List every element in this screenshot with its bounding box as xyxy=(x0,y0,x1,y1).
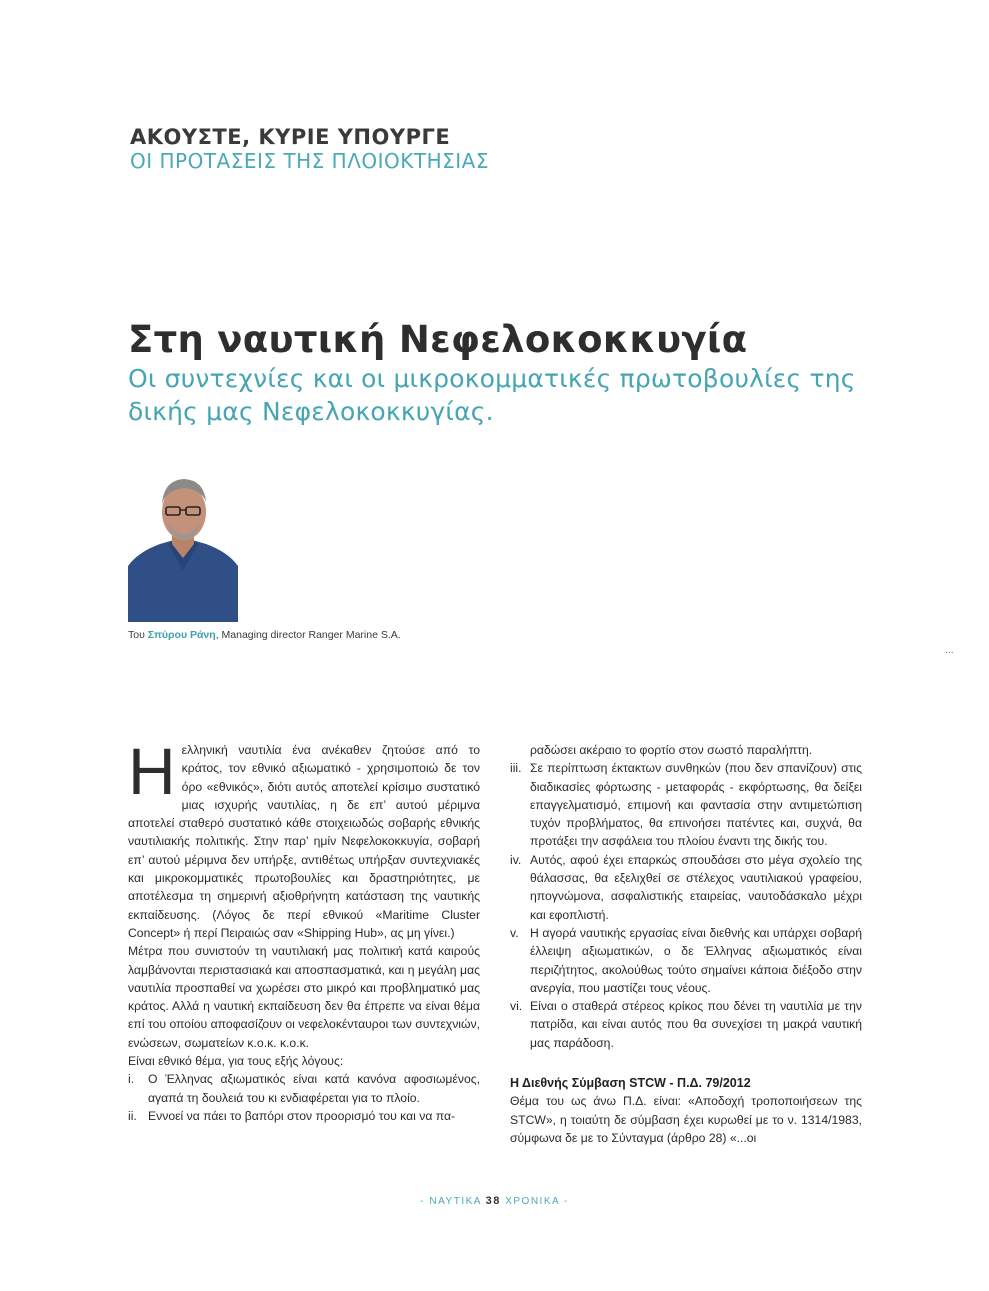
section-title: ΑΚΟΥΣΤΕ, ΚΥΡΙΕ ΥΠΟΥΡΓΕ xyxy=(130,125,451,149)
list-number: iii. xyxy=(510,761,522,776)
paragraph: Μέτρα που συνιστούν τη ναυτιλιακή μας πολιτική κατά καιρούς λαμβάνονται περιστασιακά και αποσπασματικά, και η μεγάλη μας ναυτιλία προσπαθεί να χωρέσει στο μικρό και προβληματικό μας κράτος. Αλλά η ναυτική εκπαίδευση δεν θα έπρεπε να είναι θέμα επί του οποίου αποφασίζουν οι νεφελοκένταυροι των συντεχνιών, ενώσεων, σωματείων κ.ο.κ. κ.ο.κ. xyxy=(128,944,480,1050)
reasons-list xyxy=(128,1070,480,1125)
section-header xyxy=(130,124,830,172)
list-number: v. xyxy=(510,925,519,940)
list-text: Η αγορά ναυτικής εργασίας είναι διεθνής και υπάρχει σοβαρή έλλειψη αξιωματικών, ο δε Έλληνας αξιωματικός είναι περιζήτητος, ακολούθως τούτο σημαίνει κάποια διέξοδο στην ανεργία, που μαστίζει τους νέους. xyxy=(530,925,862,995)
article-deck: Οι συντεχνίες και οι μικροκομματικές πρωτοβουλίες της δικής μας Νεφελοκοκκυγίας. xyxy=(128,364,856,426)
text-column-right xyxy=(510,741,862,1147)
list-number: iv. xyxy=(510,852,522,867)
list-number: vi. xyxy=(510,999,523,1014)
list-item xyxy=(128,1070,480,1107)
footer-right: ΧΡΟΝΙΚΑ - xyxy=(505,1196,569,1207)
page-number: 38 xyxy=(485,1195,501,1207)
list-number: ii. xyxy=(128,1108,137,1123)
paragraph: ελληνική ναυτιλία ένα ανέκαθεν ζητούσε από το κράτος, τον εθνικό αξιωματικό - χρησιμοποιώ δε τον όρο «εθνικός», διότι αυτός αποτελεί κρίσιμο συστατικό μιας ισχυρής ναυτιλίας, η δε επ’ αυτού μέριμνα αποτελεί σταθερό συστατικό κάθε στοιχειωδώς σοβαρής εθνικής ναυτιλιακής πολιτικής. Στην παρ’ ημίν Νεφελοκοκκυγία, σοβαρή επ’ αυτού μέριμνα δεν υπήρξε, αντιθέτως υπήρξαν συντεχνιακές και μικροκομματικές πρωτοβουλίες και δραστηριότητες, με αποτέλεσμα τη σημερινή αξιοθρήνητη κατάσταση της ναυτικής εκπαίδευσης. (Λόγος δε περί εθνικού «Maritime Cluster Concept» ή περί Πειραιώς σαν «Shipping Hub», ας μη γίνει.) xyxy=(128,743,480,940)
list-text: Εννοεί να πάει το βαπόρι στον προορισμό του και να πα- xyxy=(148,1108,456,1123)
article-headline: Στη ναυτική Νεφελοκοκκυγία xyxy=(128,318,748,361)
paragraph-continuation: ραδώσει ακέραιο το φορτίο στον σωστό παραλήπτη. xyxy=(530,743,813,757)
footer-left: - ΝΑΥΤΙΚΑ xyxy=(420,1196,482,1207)
drop-cap: Η xyxy=(128,734,176,808)
list-text: Ο Έλληνας αξιωματικός είναι κατά κανόνα αφοσιωμένος, αγαπά τη δουλειά του κι ενδιαφέρεται για το πλοίο. xyxy=(148,1072,480,1105)
paragraph: Είναι εθνικό θέμα, για τους εξής λόγους: xyxy=(128,1054,344,1069)
subheading: Η Διεθνής Σύμβαση STCW - Π.Δ. 79/2012 xyxy=(510,1076,751,1091)
paragraph: Θέμα του ως άνω Π.Δ. είναι: «Αποδοχή τροποποιήσεων της STCW», η τοιαύτη δε σύμβαση έχει κυρωθεί με το ν. 1314/1983, σύμφωνα δε με το Σύνταγμα (άρθρο 28) «...οι xyxy=(510,1094,862,1145)
list-text: Σε περίπτωση έκτακτων συνθηκών (που δεν σπανίζουν) στις διαδικασίες φόρτωσης - μεταφοράς - εκφόρτωσης, θα δείξει επαγγελματισμό, επιμονή και φαντασία στην αντιμετώπιση τυχόν προβλήματος, θα επινοήσει πατέντες και, συχνά, θα προτάξει την ασφάλεια του πλοίου έναντι της δικής του. xyxy=(530,761,862,849)
list-item xyxy=(128,1107,480,1125)
list-text: Αυτός, αφού έχει επαρκώς σπουδάσει στο μέγα σχολείο της θάλασσας, θα εξελιχθεί σε στέλεχος ναυτιλιακού γραφείου, ηπογνώμονα, ασφαλιστικής εταιρείας, ναυτοδάσκαλο μέχρι και εφοπλιστή. xyxy=(530,852,862,922)
ellipsis-mark: ... xyxy=(945,646,954,656)
section-subtitle: ΟΙ ΠΡΟΤΑΣΕΙΣ ΤΗΣ ΠΛΟΙΟΚΤΗΣΙΑΣ xyxy=(130,149,489,173)
reasons-list-continued xyxy=(510,759,862,1052)
list-item xyxy=(510,997,862,1052)
author-photo xyxy=(128,474,238,622)
list-number: i. xyxy=(128,1072,135,1087)
byline-role: , Managing director Ranger Marine S.A. xyxy=(215,629,401,641)
list-text: Είναι ο σταθερά στέρεος κρίκος που δένει τη ναυτιλία με την πατρίδα, και είναι αυτός που θα συνεχίσει τη μακρά ναυτική μας παράδοση. xyxy=(530,999,862,1050)
byline-author: Σπύρου Ράνη xyxy=(147,629,216,641)
page-footer xyxy=(0,1195,989,1207)
text-column-left xyxy=(128,734,480,1125)
byline xyxy=(128,629,401,641)
byline-prefix: Του xyxy=(128,629,145,641)
list-item xyxy=(510,759,862,850)
list-item xyxy=(510,851,862,924)
list-item xyxy=(510,924,862,997)
